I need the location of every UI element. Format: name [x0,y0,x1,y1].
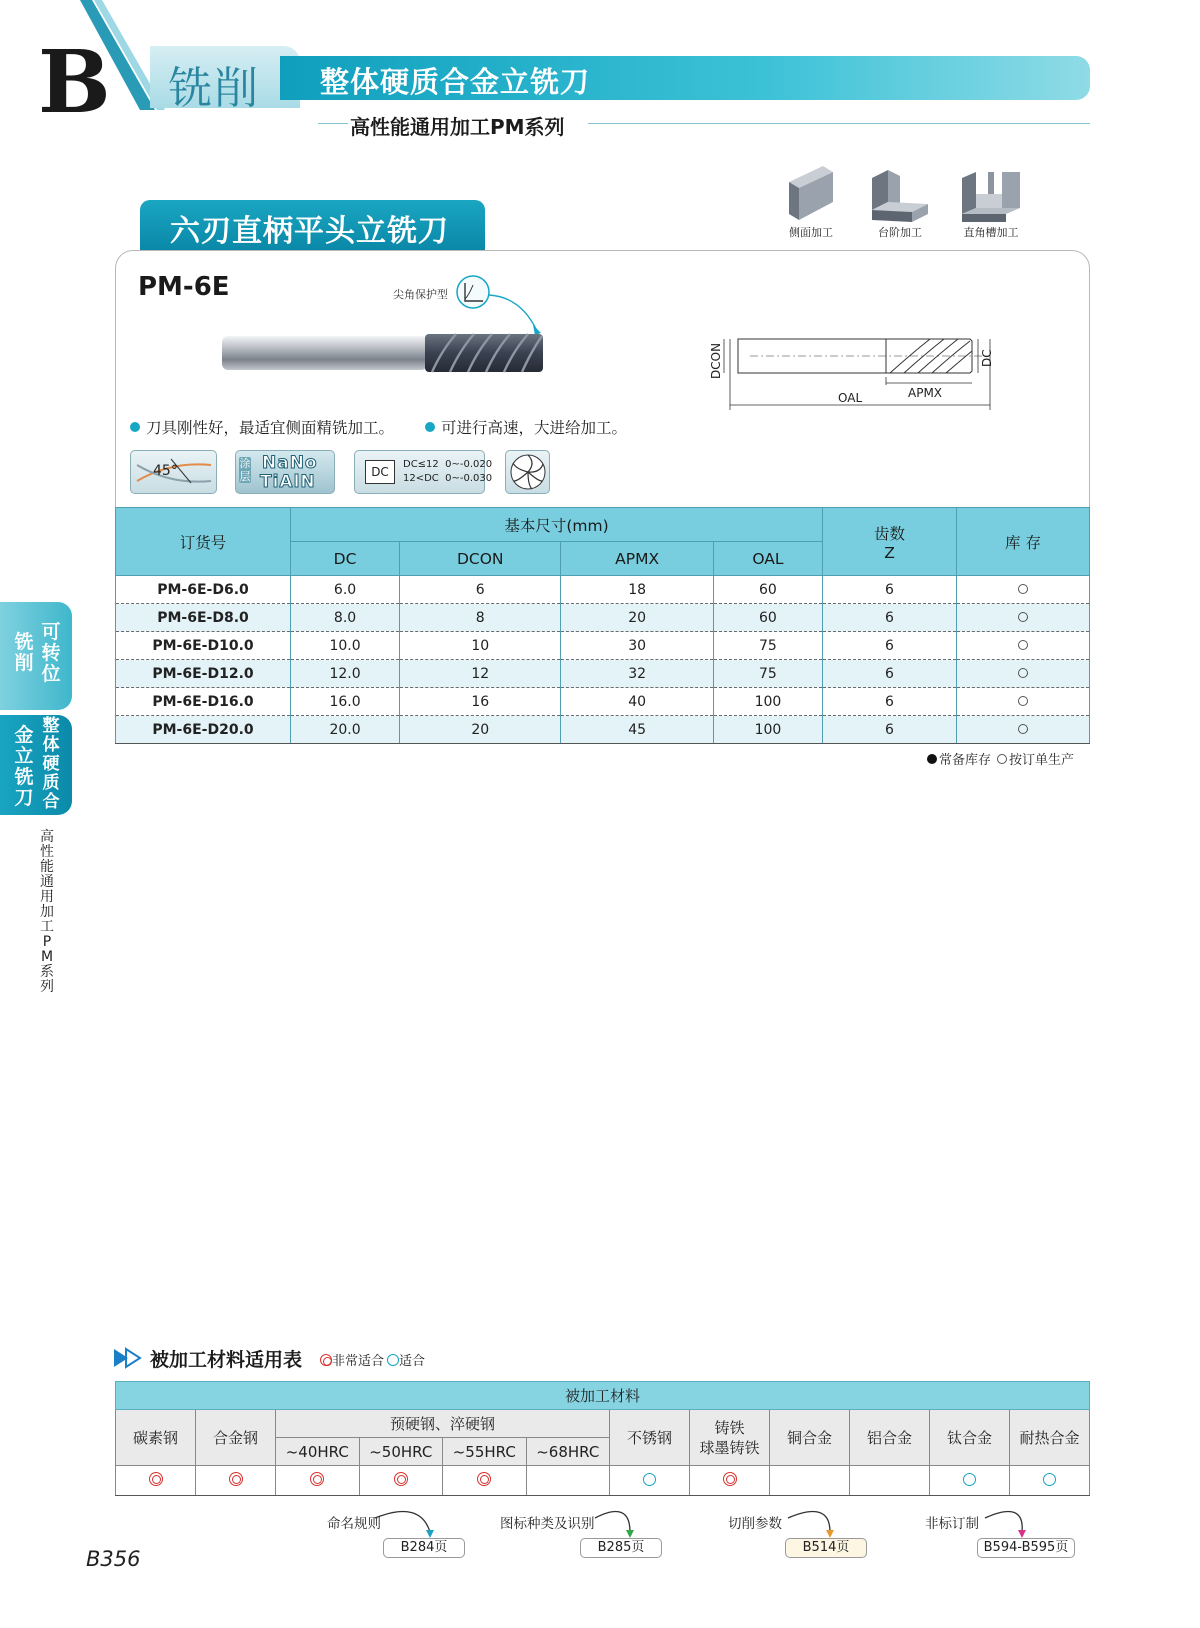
page-subtitle: 高性能通用加工PM系列 [350,115,565,139]
very-suitable-icon [723,1472,737,1486]
side-series-label: 高性能通用加工PM系列 [40,829,54,995]
step-milling-icon [868,164,932,222]
dcon-label: DCON [709,342,723,379]
coating-name-1: NaNo [262,453,318,473]
bullet-icon [130,422,140,432]
suitable-icon [643,1473,656,1486]
tolerance-badge [354,450,493,494]
oal-label: OAL [838,391,863,405]
tolerance-line-1: DC≤12 0~-0.020 [403,459,493,470]
subtitle-rule [588,123,1090,124]
ref-icons[interactable]: 图标种类及识别 [500,1516,595,1532]
section-tab [140,200,485,250]
materials-table: 被加工材料 碳素钢 合金钢 预硬钢、淬硬钢 不锈钢 铸铁 球墨铸铁 铜合金 铝合金 钛合金 耐热合金 ~40HRC ~50HRC ~55HRC ~68HRC [115,1381,1090,1496]
made-to-order-icon [997,754,1007,764]
section-title: 六刃直柄平头立铣刀 [170,214,449,249]
flute-count-badge [505,450,550,494]
very-suitable-icon [477,1472,491,1486]
coating-name-2: TiAlN [260,472,316,492]
table-row: PM-6E-D16.0 16.0 16 40 100 6 [116,688,1090,716]
page-number: B356 [86,1547,141,1571]
side-milling-icon [783,164,839,222]
rating-cell [610,1466,690,1496]
rating-cell [930,1466,1010,1496]
stock-legend: 常备库存 按订单生产 [927,749,1074,768]
made-to-order-icon [1018,724,1028,734]
materials-header: 被加工材料 [116,1382,1090,1410]
very-suitable-icon [394,1472,408,1486]
coating-badge [235,450,335,494]
corner-type-label: 尖角保护型 [393,288,448,301]
ref-naming[interactable]: 命名规则 [327,1516,381,1532]
rating-cell [276,1466,360,1496]
made-to-order-icon [1018,696,1028,706]
materials-title: 被加工材料适用表 [150,1349,303,1371]
col-dc: DC [291,542,400,576]
machining-slot-label: 直角槽加工 [963,226,1019,239]
very-suitable-icon [229,1472,243,1486]
very-suitable-icon [310,1472,324,1486]
col-apmx: APMX [561,542,713,576]
helix-angle-value: 45° [153,463,178,479]
machining-step-label: 台阶加工 [878,226,922,239]
chapter-letter: B [38,32,111,133]
ref-icons-page[interactable]: B285页 [580,1538,662,1558]
table-row: PM-6E-D8.0 8.0 8 20 60 6 [116,604,1090,632]
materials-legend: 非常适合 适合 [320,1350,425,1369]
machining-side-label: 侧面加工 [789,226,833,239]
rating-cell [359,1466,443,1496]
suitable-icon [387,1354,399,1366]
col-basic-dims: 基本尺寸(mm) [291,508,823,542]
made-to-order-icon [1018,612,1028,622]
ref-cutting[interactable]: 切削参数 [728,1516,782,1532]
rating-cell [850,1466,930,1496]
col-dcon: DCON [400,542,561,576]
chapter-tab [150,46,300,114]
table-row: PM-6E-D10.0 10.0 10 30 75 6 [116,632,1090,660]
feature-1: 刀具刚性好，最适宜侧面精铣加工。 [130,416,394,438]
ref-custom[interactable]: 非标订制 [925,1516,979,1532]
tolerance-dc-icon: DC [365,460,395,484]
rating-cell [526,1466,610,1496]
in-stock-icon [927,754,937,764]
bullet-icon [425,422,435,432]
col-order-no: 订货号 [116,508,291,576]
machining-slot [958,164,1024,240]
table-row: PM-6E-D20.0 20.0 20 45 100 6 [116,716,1090,744]
six-flute-icon [506,451,551,493]
side-tab-indexable[interactable]: 铣削 可转位 [0,602,72,710]
double-arrow-icon [112,1347,144,1369]
suitable-icon [1043,1473,1056,1486]
rating-cell [690,1466,770,1496]
machining-step [868,164,932,240]
made-to-order-icon [1018,668,1028,678]
dc-label: DC [980,349,994,367]
table-row: PM-6E-D6.0 6.0 6 18 60 6 [116,576,1090,604]
title-bar [280,56,1090,100]
helix-angle-badge [130,450,217,494]
ref-naming-page[interactable]: B284页 [383,1538,465,1558]
side-tab-solid-carbide[interactable]: 金立铣刀 整体硬质合 [0,715,72,815]
made-to-order-icon [1018,640,1028,650]
end-mill-photo [220,330,550,380]
tolerance-line-2: 12<DC 0~-0.030 [403,473,493,484]
made-to-order-icon [1018,584,1028,594]
rating-cell [1010,1466,1090,1496]
model-name: PM-6E [138,272,230,302]
slot-milling-icon [958,164,1024,222]
rating-cell [196,1466,276,1496]
chapter-name: 铣削 [168,63,260,114]
spec-table [115,507,1090,744]
very-suitable-icon [320,1354,332,1366]
ref-cutting-page[interactable]: B514页 [785,1538,867,1558]
col-stock: 库 存 [957,508,1090,576]
ratings-row [116,1466,1090,1496]
rating-cell [443,1466,527,1496]
apmx-label: APMX [908,386,943,400]
subtitle-rule-left [318,123,348,124]
very-suitable-icon [149,1472,163,1486]
rating-cell [116,1466,196,1496]
rating-cell [770,1466,850,1496]
hardened-steel-group: 预硬钢、淬硬钢 [276,1410,610,1438]
suitable-icon [963,1473,976,1486]
col-oal: OAL [713,542,822,576]
ref-custom-page[interactable]: B594-B595页 [977,1538,1075,1558]
feature-2: 可进行高速，大进给加工。 [425,416,627,438]
coating-label: 涂层 [239,457,251,483]
reference-arrows [0,1500,1200,1540]
col-teeth: 齿数 Z [823,508,957,576]
page-title: 整体硬质合金立铣刀 [320,65,591,99]
table-row: PM-6E-D12.0 12.0 12 32 75 6 [116,660,1090,688]
dimension-drawing [700,325,1020,425]
machining-side [783,164,839,240]
